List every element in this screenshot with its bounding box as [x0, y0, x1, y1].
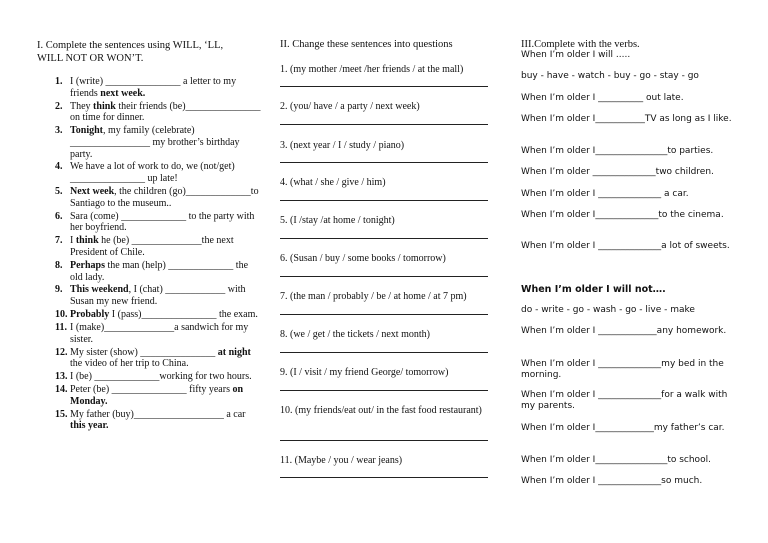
answer-line — [280, 390, 488, 391]
item-text: I (make)______________a sandwich for my sister. — [70, 321, 249, 345]
question-prompt: 2. (you/ have / a party / next week) — [280, 101, 420, 112]
verb-sentence: When I’m older I ______________a lot of sweets. — [521, 241, 730, 251]
exercise-item — [37, 409, 262, 432]
item-text: the man (help) _____________ the old lady. — [70, 259, 249, 283]
bold-keyword: Perhaps — [70, 259, 105, 271]
section-3-subtitle: When I’m older I will ..... — [521, 50, 631, 60]
item-number: 13. — [55, 371, 68, 383]
question-prompt: 5. (I /stay /at home / tonight) — [280, 215, 395, 226]
item-text: I — [70, 235, 76, 247]
exercise-item — [37, 260, 262, 283]
exercise-item — [37, 211, 262, 234]
item-number: 5. — [55, 186, 63, 198]
verb-sentence: When I’m older I __________ out late. — [521, 93, 684, 103]
section-1-title-line-2: WILL NOT OR WON’T. — [37, 53, 144, 64]
item-text: We have a lot of work to do, we (not/get) _______________ up late! — [70, 161, 235, 185]
answer-line — [280, 352, 488, 353]
item-text: They — [70, 100, 94, 112]
item-text: My sister (show) _______________ — [70, 346, 218, 358]
answer-line — [280, 86, 488, 87]
bold-keyword: think — [93, 100, 116, 112]
item-number: 14. — [55, 384, 68, 396]
item-text: he (be) ______________the next President of Chile. — [70, 235, 234, 258]
verb-sentence: When I’m older I________________to parties. — [521, 146, 714, 156]
verb-sentence: When I’m older I ______________for a walk with my parents. — [521, 390, 728, 411]
answer-line — [280, 162, 488, 163]
item-number: 6. — [55, 210, 63, 222]
exercise-item — [37, 235, 262, 258]
exercise-item — [37, 161, 262, 184]
bold-keyword: Tonight — [70, 125, 103, 137]
item-text: I (pass)_______________ the exam. — [109, 309, 258, 321]
item-number: 10. — [55, 309, 68, 321]
item-text: Peter (be) _______________ fifty years — [70, 384, 233, 396]
exercise-item — [37, 76, 262, 99]
exercise-item — [37, 101, 262, 124]
question-prompt: 4. (what / she / give / him) — [280, 177, 386, 188]
item-number: 7. — [55, 235, 63, 247]
item-text: their friends (be)_______________ on time for dinner. — [70, 100, 261, 124]
bold-keyword: this year. — [70, 420, 109, 432]
exercise-item — [37, 371, 262, 383]
verb-sentence: When I’m older I______________to the cinema. — [521, 210, 724, 220]
item-number: 2. — [55, 100, 63, 112]
verb-sentence: When I’m older I ______________so much. — [521, 476, 703, 486]
section-3-title: III.Complete with the verbs. — [521, 39, 640, 50]
answer-line — [280, 238, 488, 239]
item-text: Sara (come) _____________ to the party with her boyfriend. — [70, 210, 255, 234]
item-text: the video of her trip to China. — [70, 358, 189, 370]
item-text: My father (buy)__________________ a car — [70, 408, 246, 420]
section-3-heading-2: When I’m older I will not…. — [521, 284, 666, 295]
item-text: , I (chat) ____________ with Susan my new friend. — [70, 284, 246, 308]
exercise-item — [37, 322, 262, 345]
item-text: , my family (celebrate) ________________ my brother’s birthday party. — [70, 125, 240, 160]
bold-keyword: on Monday. — [70, 384, 244, 407]
verb-sentence: When I’m older I________________to school. — [521, 455, 711, 465]
section-1-title — [37, 39, 262, 65]
item-number: 3. — [55, 125, 63, 137]
verb-sentence: When I’m older I ______________ a car. — [521, 189, 689, 199]
exercise-item — [37, 384, 262, 407]
item-number: 12. — [55, 346, 68, 358]
exercise-item — [37, 284, 262, 307]
bold-keyword: next week. — [100, 87, 146, 99]
question-prompt: 11. (Maybe / you / wear jeans) — [280, 455, 403, 466]
verb-sentence: When I’m older I _____________any homework. — [521, 326, 727, 336]
answer-line — [280, 276, 488, 277]
verb-sentence: When I’m older ______________two children. — [521, 167, 714, 177]
verb-sentence: When I’m older I ______________my bed in the morning. — [521, 359, 724, 380]
exercise-item — [37, 125, 262, 160]
bold-keyword: at night — [217, 346, 251, 358]
verb-sentence: When I’m older I_____________my father’s car. — [521, 423, 725, 433]
answer-line — [280, 200, 488, 201]
verb-list-1: buy - have - watch - buy - go - stay - go — [521, 71, 699, 81]
item-number: 4. — [55, 161, 63, 173]
bold-keyword: Probably — [70, 309, 110, 321]
section-2-title: II. Change these sentences into questions — [280, 39, 453, 50]
exercise-item — [37, 309, 262, 321]
item-number: 9. — [55, 284, 63, 296]
item-number: 1. — [55, 76, 63, 87]
answer-line — [280, 477, 488, 478]
exercise-item — [37, 186, 262, 209]
verb-list-2: do - write - go - wash - go - live - make — [521, 305, 695, 315]
answer-line — [280, 440, 488, 441]
question-prompt: 9. (I / visit / my friend George/ tomorrow) — [280, 367, 449, 378]
bold-keyword: This weekend — [70, 284, 129, 296]
item-text: I (write) _______________ a letter to my friends — [70, 76, 237, 99]
exercise-item — [37, 347, 262, 370]
bold-keyword: Next week — [70, 186, 115, 198]
answer-line — [280, 314, 488, 315]
item-number: 8. — [55, 259, 63, 271]
item-number: 11. — [55, 321, 67, 333]
verb-sentence: When I’m older I___________TV as long as I like. — [521, 114, 732, 124]
item-number: 15. — [55, 408, 68, 420]
question-prompt: 6. (Susan / buy / some books / tomorrow) — [280, 253, 446, 264]
question-prompt: 3. (next year / I / study / piano) — [280, 140, 405, 151]
section-1-title-line-1: I. Complete the sentences using WILL, ‘LL, — [37, 40, 224, 51]
question-prompt: 7. (the man / probably / be / at home / at 7 pm) — [280, 291, 467, 302]
answer-line — [280, 124, 488, 125]
question-prompt: 8. (we / get / the tickets / next month) — [280, 329, 430, 340]
item-text: , the children (go)_____________to Santiago to the museum.. — [70, 186, 259, 209]
bold-keyword: think — [75, 235, 99, 247]
item-text: I (be) _____________working for two hours. — [70, 371, 252, 383]
question-prompt: 10. (my friends/eat out/ in the fast food restaurant) — [280, 405, 482, 416]
section-1-list — [37, 76, 262, 433]
question-prompt: 1. (my mother /meet /her friends / at the mall) — [280, 64, 464, 75]
